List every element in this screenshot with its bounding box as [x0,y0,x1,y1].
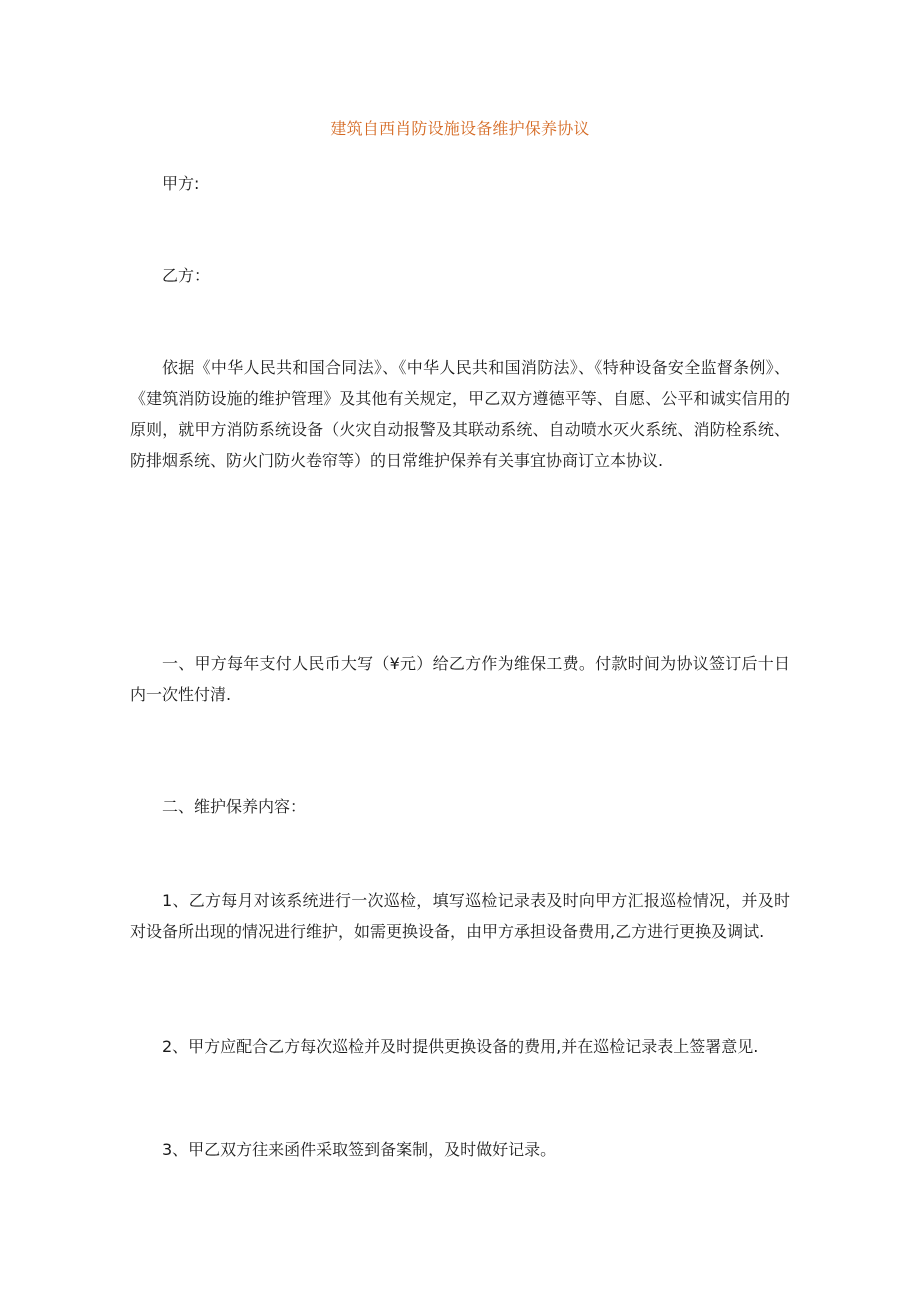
preamble-paragraph: 依据《中华人民共和国合同法》、《中华人民共和国消防法》、《特种设备安全监督条例》、《建筑消防设施的维护管理》及其他有关规定，甲乙双方遵德平等、自愿、公平和诚实信用的原则，就甲方消防系统设备（火灾自动报警及其联动系统、自动喷水灭火系统、消防栓系统、防排烟系统、防火门防火卷帘等）的日常维护保养有关事宜协商订立本协议. [130,358,790,470]
clause-2-item-1: 1、乙方每月对该系统进行一次巡检，填写巡检记录表及时向甲方汇报巡检情况，并及时对设备所出现的情况进行维护，如需更换设备，由甲方承担设备费用,乙方进行更换及调试. [130,891,790,941]
party-b-label: 乙方： [162,266,211,285]
clause-1-paragraph: 一、甲方每年支付人民币大写（¥元）给乙方作为维保工费。付款时间为协议签订后十日内一次性付清. [130,654,790,704]
clause-2-item-3: 3、甲乙双方往来函件采取签到备案制，及时做好记录。 [162,1140,557,1159]
document-title: 建筑自西肖防设施设备维护保养协议 [330,119,590,138]
clause-2-heading: 二、维护保养内容： [162,797,307,816]
clause-2-item-2: 2、甲方应配合乙方每次巡检并及时提供更换设备的费用,并在巡检记录表上签署意见. [162,1037,759,1056]
party-a-label: 甲方: [162,174,200,193]
